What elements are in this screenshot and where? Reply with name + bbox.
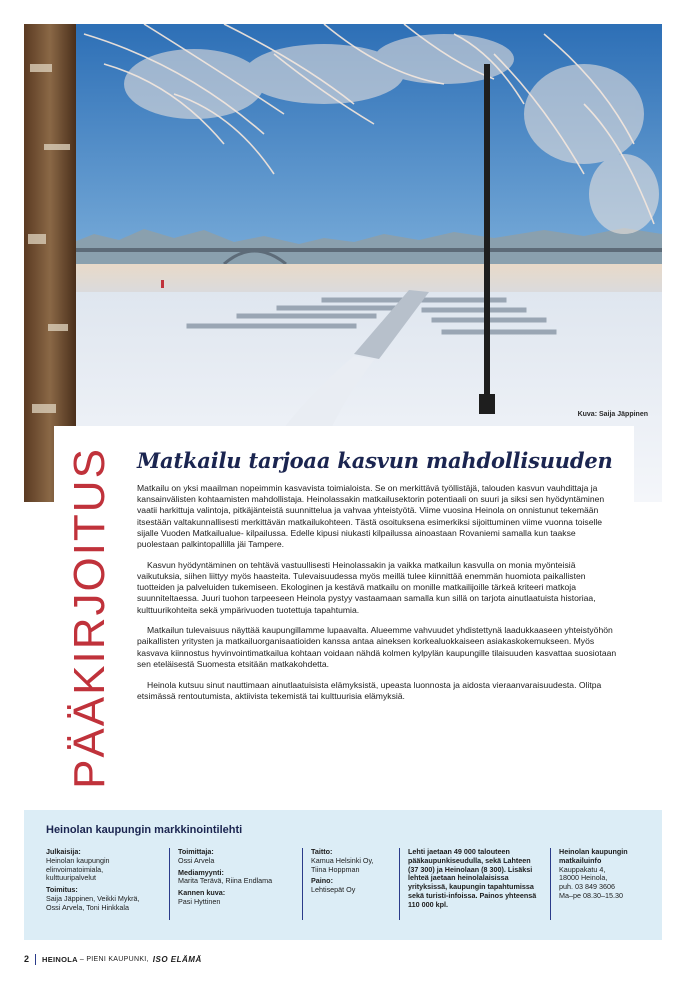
page-footer xyxy=(24,952,202,966)
info-column-publisher xyxy=(46,848,170,913)
info-value: Pasi Hyttinen xyxy=(178,896,221,906)
info-item xyxy=(408,848,538,910)
info-item xyxy=(46,848,170,883)
article-paragraph: Heinola kutsuu sinut nauttimaan ainutlaatuisista elämyksistä, upeasta luonnosta ja aidosta vieraanvaraisuudesta. Olitpa etsimässä rentoutumista, aktiivista tekemistä tai kulttuurisia elämyksiä. xyxy=(137,679,602,701)
info-value: Heinolan kaupungin elinvoimatoimiala, kulttuuripalvelut xyxy=(46,855,110,883)
footer-slogan-emphasis: ISO ELÄMÄ xyxy=(152,954,202,964)
info-item xyxy=(311,877,399,895)
info-label: Taitto: xyxy=(311,847,333,856)
info-item xyxy=(559,848,659,901)
info-value: Kamua Helsinki Oy, Tiina Hoppman xyxy=(311,855,374,874)
info-value: Lehtisepät Oy xyxy=(311,885,356,895)
info-column-layout xyxy=(302,848,399,920)
article-headline: Matkailu tarjoaa kasvun mahdollisuuden xyxy=(137,448,613,473)
info-value: Kauppakatu 4, 18000 Heinola, puh. 03 849 3606 Ma–pe 08.30–15.30 xyxy=(559,864,623,900)
footer-divider xyxy=(35,954,36,965)
info-column-distribution xyxy=(399,848,538,920)
info-label: Paino: xyxy=(311,876,333,886)
footer-brand: HEINOLA xyxy=(42,954,78,964)
info-value: Ossi Arvela xyxy=(178,855,215,865)
section-label-text: PÄÄKIRJOITUS xyxy=(65,447,114,789)
publication-info-box xyxy=(24,810,662,940)
article-paragraph: Kasvun hyödyntäminen on tehtävä vastuullisesti Heinolassakin ja vaikka matkailun kasvulla on monia myönteisiä vaikutuksia, siihen liittyy myös haasteita. Tulevaisuudessa myös meillä tulee kiinnittää enemmän huomiota paikallisten tuotteiden ja palveluiden tukemiseen. Ekologinen ja kestävä matkailu on monille matkailijoille tärkeä kriteeri matkoja suunniteltaessa. Juuri tuohon tarpeeseen Heinola pystyy vastaamaan samalla kun sillä on tarjota ainutlaatuista historiaa, kulttuurikohteita sekä ympärivuoden tuotettuja tapahtumia. xyxy=(137,559,596,615)
info-value: Saija Jäppinen, Veikki Mykrä, Ossi Arvela, Toni Hinkkala xyxy=(46,893,140,912)
info-item xyxy=(178,889,302,907)
info-label: Kannen kuva: xyxy=(178,888,226,898)
info-item xyxy=(178,869,302,887)
info-column-editors xyxy=(169,848,302,920)
info-label: Toimitus: xyxy=(46,885,78,895)
footer-slogan: – PIENI KAUPUNKI, xyxy=(79,955,149,963)
info-title: Heinolan kaupungin markkinointilehti xyxy=(46,824,243,836)
info-label: Mediamyynti: xyxy=(178,867,224,877)
section-label xyxy=(60,448,120,788)
info-label: Toimittaja: xyxy=(178,847,214,856)
article-paragraph: Matkailun tulevaisuus näyttää kaupungillamme lupaavalta. Alueemme vahvuudet yhdistettynä laadukkaaseen yhteistyöhön paikallisten yritysten ja matkailuorganisaatioiden kanssa antaa aineksen korkealuokkaiseen asiakaskokemukseen. Myös kasvava kiinnostus hyvinvointimatkailua kohtaan voidaan nähdä kolmen kylpylän kaupungille tilaisuuden kasvattaa suosiotaan sen eteläisestä Suomesta etsitään matkakohdetta. xyxy=(137,625,617,669)
article-paragraph: Matkailu on yksi maailman nopeimmin kasvavista toimialoista. Se on merkittävä työllistäjä, talouden kasvun vauhdittaja ja kansainvälisten kohtaamisten mahdollistaja. Heinolassakin matkailusektorin potentiaali on suuri ja siksi sen hyödyntäminen vaatii harkittuja valintoja, pitkäjänteistä suunnittelua ja vahvaa yhteistyötä. Viime vuosina Heinola on onnistunut tekemään itsestään valtakunnallisesti merkittävän matkailukohteen. Tästä osoituksena esimerkiksi sijoittuminen viime vuonna toiselle sijalle Vuoden Matkailualue- kilpailussa. Edelle kipusi niukasti kilpailussa ainoastaan Rovaniemi samalla kun taakse puolestaan palkintopallilla jäi Tampere. xyxy=(137,483,605,550)
info-column-tourist-info xyxy=(550,848,659,920)
page-number: 2 xyxy=(24,954,30,964)
photo-credit: Kuva: Saija Jäppinen xyxy=(577,411,648,418)
info-label: Lehti jaetaan 49 000 talouteen pääkaupunkiseudulla, sekä Lahteen (37 300) ja Heinolaan (8 300). Lisäksi lehteä jaetaan heinolalaisissa yrityksissä, kaupungin tapahtumissa sekä turisti-infoissa. Painos yhteensä 110 000 kpl. xyxy=(408,847,537,909)
info-item xyxy=(178,848,302,866)
info-item xyxy=(311,848,399,874)
info-label: Heinolan kaupungin matkailuinfo xyxy=(559,847,628,865)
info-label: Julkaisija: xyxy=(46,847,81,856)
info-item xyxy=(46,886,170,912)
article-body xyxy=(137,483,619,711)
info-value: Marita Terävä, Riina Endlama xyxy=(178,876,273,886)
